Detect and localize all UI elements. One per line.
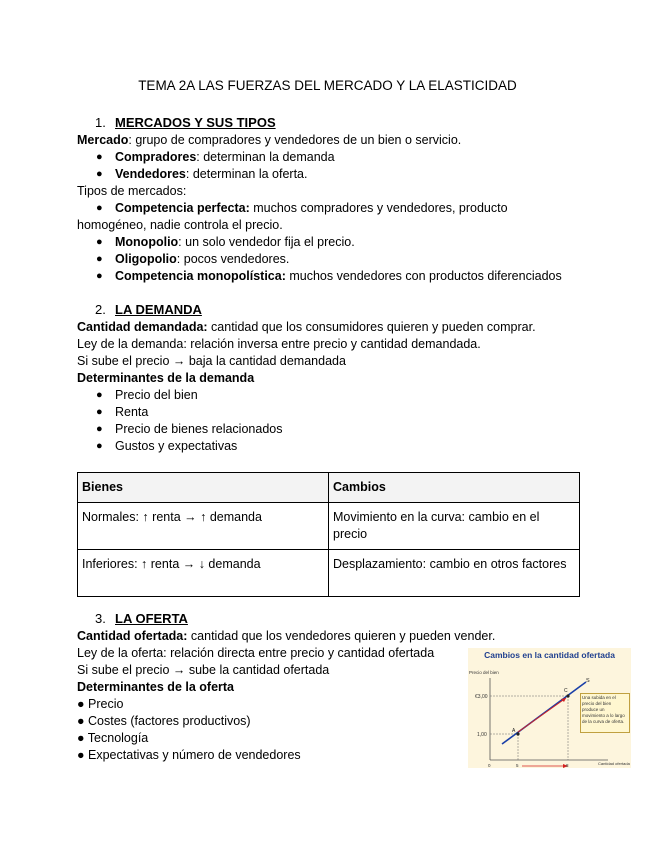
oferta-rule: Si sube el precio → sube la cantidad ofertada <box>77 663 330 677</box>
list-item: ● Renta <box>96 405 149 419</box>
list-item: ● Expectativas y número de vendedores <box>77 748 301 762</box>
bullet-icon: ● <box>96 236 103 248</box>
table-cell: Inferiores: ↑ renta → ↓ demanda <box>78 550 329 597</box>
table-row <box>78 503 580 550</box>
section-1-heading: 1. MERCADOS Y SUS TIPOS <box>95 115 276 130</box>
y-axis-label: Precio del bien <box>469 670 499 675</box>
list-item: ● Costes (factores productivos) <box>77 714 251 728</box>
bullet-icon: ● <box>96 423 103 435</box>
list-item: ● Precio del bien <box>96 388 198 402</box>
table-row <box>78 550 580 597</box>
bullet-icon: ● <box>96 440 103 452</box>
bullet-icon: ● <box>96 151 103 163</box>
bullet-icon: ● <box>96 406 103 418</box>
tipos-label: Tipos de mercados: <box>77 184 187 198</box>
list-item: ● Compradores: determinan la demanda <box>96 150 335 164</box>
list-item: ● Oligopolio: pocos vendedores. <box>96 252 290 266</box>
table-header-cambios: Cambios <box>329 473 580 503</box>
bullet-icon: ● <box>96 270 103 282</box>
list-item: ● Precio de bienes relacionados <box>96 422 283 436</box>
mercado-definition: Mercado: grupo de compradores y vendedores de un bien o servicio. <box>77 133 462 147</box>
document-title: TEMA 2A LAS FUERZAS DEL MERCADO Y LA ELASTICIDAD <box>138 78 517 93</box>
list-item: ● Precio <box>77 697 124 711</box>
determinantes-demanda-heading: Determinantes de la demanda <box>77 371 255 385</box>
determinantes-oferta-heading: Determinantes de la oferta <box>77 680 234 694</box>
demanda-rule: Si sube el precio → baja la cantidad demandada <box>77 354 346 368</box>
point-c <box>566 694 569 697</box>
table-header-bienes: Bienes <box>78 473 329 503</box>
section-3-heading: 3. LA OFERTA <box>95 611 188 626</box>
list-item: ● Gustos y expectativas <box>96 439 238 453</box>
price-high-label: €3,00 <box>475 694 488 700</box>
point-c-label: C <box>564 688 568 694</box>
bullet-icon: ● <box>96 168 103 180</box>
cantidad-ofertada-definition: Cantidad ofertada: cantidad que los vendedores quieren y pueden vender. <box>77 629 496 643</box>
x-axis-label: Cantidad ofertada <box>598 761 630 766</box>
list-item: ● Vendedores: determinan la oferta. <box>96 167 308 181</box>
curve-label: S <box>586 678 590 684</box>
x-tick-label: 5 <box>516 763 519 768</box>
supply-figure <box>468 648 631 768</box>
ley-demanda: Ley de la demanda: relación inversa entre precio y cantidad demandada. <box>77 337 481 351</box>
bullet-icon: ● <box>96 389 103 401</box>
x-tick-label: 8 <box>566 763 569 768</box>
point-a <box>516 732 519 735</box>
table-cell: Movimiento en la curva: cambio en el precio <box>329 503 580 550</box>
price-low-label: 1,00 <box>477 732 487 738</box>
bullet-icon: ● <box>96 202 103 214</box>
x-origin-label: 0 <box>488 763 491 768</box>
list-item: ● Competencia monopolística: muchos vendedores con productos diferenciados <box>96 269 562 283</box>
ley-oferta: Ley de la oferta: relación directa entre precio y cantidad ofertada <box>77 646 435 660</box>
table-cell: Desplazamiento: cambio en otros factores <box>329 550 580 597</box>
bullet-icon: ● <box>96 253 103 265</box>
section-2-heading: 2. LA DEMANDA <box>95 302 202 317</box>
figure-note: Una subida en el precio del bien produce un movimiento a lo largo de la curva de oferta. <box>580 693 630 733</box>
list-item-continuation: homogéneo, nadie controla el precio. <box>77 218 283 232</box>
table-header-row <box>78 473 580 503</box>
list-item: ● Competencia perfecta: muchos compradores y vendedores, producto <box>96 201 508 215</box>
cantidad-demandada-definition: Cantidad demandada: cantidad que los consumidores quieren y pueden comprar. <box>77 320 536 334</box>
list-item: ● Tecnología <box>77 731 149 745</box>
movement-arrow <box>518 698 566 732</box>
point-a-label: A <box>512 728 516 734</box>
table-cell: Normales: ↑ renta → ↑ demanda <box>78 503 329 550</box>
goods-changes-table <box>77 472 580 597</box>
list-item: ● Monopolio: un solo vendedor fija el precio. <box>96 235 355 249</box>
figure-title: Cambios en la cantidad ofertada <box>484 650 615 660</box>
